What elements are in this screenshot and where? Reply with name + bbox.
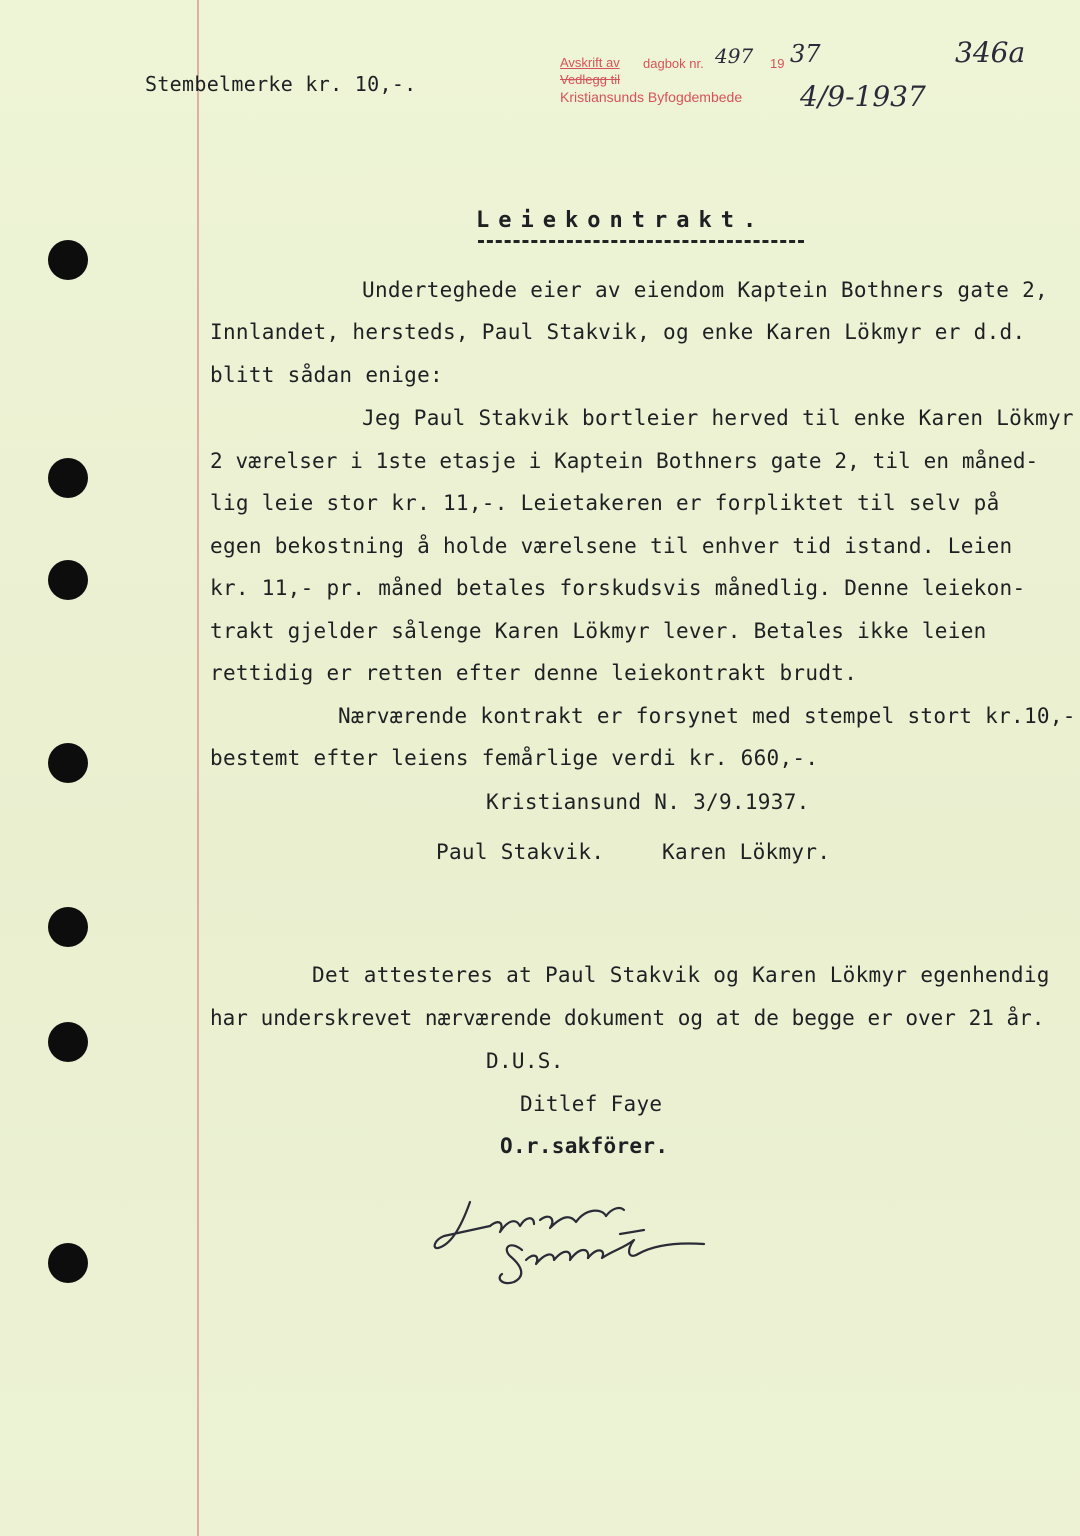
- stamp-duty-note: Stembelmerke kr. 10,-.: [145, 72, 417, 96]
- body-line: bestemt efter leiens femårlige verdi kr. 660,-.: [210, 746, 819, 770]
- stamp-year-prefix: 19: [770, 56, 785, 71]
- body-line: rettidig er retten efter denne leiekontrakt brudt.: [210, 661, 858, 685]
- signature-karen: Karen Lökmyr.: [662, 840, 831, 864]
- stamp-dagbok-number: 497: [715, 44, 754, 68]
- attestation-name: Ditlef Faye: [520, 1092, 663, 1116]
- body-line: Nærværende kontrakt er forsynet med stempel stort kr.10,-: [338, 704, 1076, 728]
- attestation-line: Det attesteres at Paul Stakvik og Karen Lökmyr egenhendig: [312, 963, 1050, 987]
- stamp-line-vedlegg: Vedlegg til: [560, 72, 620, 87]
- body-line: Jeg Paul Stakvik bortleier herved til enke Karen Lökmyr: [362, 406, 1074, 430]
- margin-rule: [197, 0, 199, 1536]
- stamp-line-avskrift: Avskrift av: [560, 55, 620, 70]
- punch-hole: [48, 240, 88, 280]
- stamp-date: 4/9-1937: [800, 80, 926, 113]
- punch-hole: [48, 1022, 88, 1062]
- attestation-line: har underskrevet nærværende dokument og at de begge er over 21 år.: [210, 1006, 1045, 1030]
- body-line: kr. 11,- pr. måned betales forskudsvis månedlig. Denne leiekon-: [210, 576, 1026, 600]
- body-line: lig leie stor kr. 11,-. Leietakeren er forpliktet til selv på: [210, 491, 1000, 515]
- attestation-dus: D.U.S.: [486, 1049, 564, 1073]
- punch-hole: [48, 458, 88, 498]
- punch-hole: [48, 1243, 88, 1283]
- page-number: 346a: [955, 36, 1026, 69]
- body-line: Underteghede eier av eiendom Kaptein Bothners gate 2,: [362, 278, 1048, 302]
- body-line: Innlandet, hersteds, Paul Stakvik, og enke Karen Lökmyr er d.d.: [210, 320, 1026, 344]
- body-line: egen bekostning å holde værelsene til enhver tid istand. Leien: [210, 534, 1013, 558]
- attestation-title: O.r.sakförer.: [500, 1134, 669, 1158]
- stamp-year-suffix: 37: [790, 40, 821, 68]
- body-line: trakt gjelder sålenge Karen Lökmyr lever. Betales ikke leien: [210, 619, 987, 643]
- handwritten-signature: [430, 1190, 720, 1290]
- stamp-line-office: Kristiansunds Byfogdembede: [560, 89, 743, 105]
- place-date: Kristiansund N. 3/9.1937.: [486, 790, 810, 814]
- punch-hole: [48, 907, 88, 947]
- punch-hole: [48, 743, 88, 783]
- signature-paul: Paul Stakvik.: [436, 840, 605, 864]
- stamp-dagbok-label: dagbok nr.: [643, 56, 704, 71]
- body-line: 2 værelser i 1ste etasje i Kaptein Bothners gate 2, til en måned-: [210, 449, 1039, 473]
- punch-hole: [48, 560, 88, 600]
- title-underline: [478, 240, 804, 243]
- document-title: Leiekontrakt.: [476, 208, 766, 233]
- body-line: blitt sådan enige:: [210, 363, 443, 387]
